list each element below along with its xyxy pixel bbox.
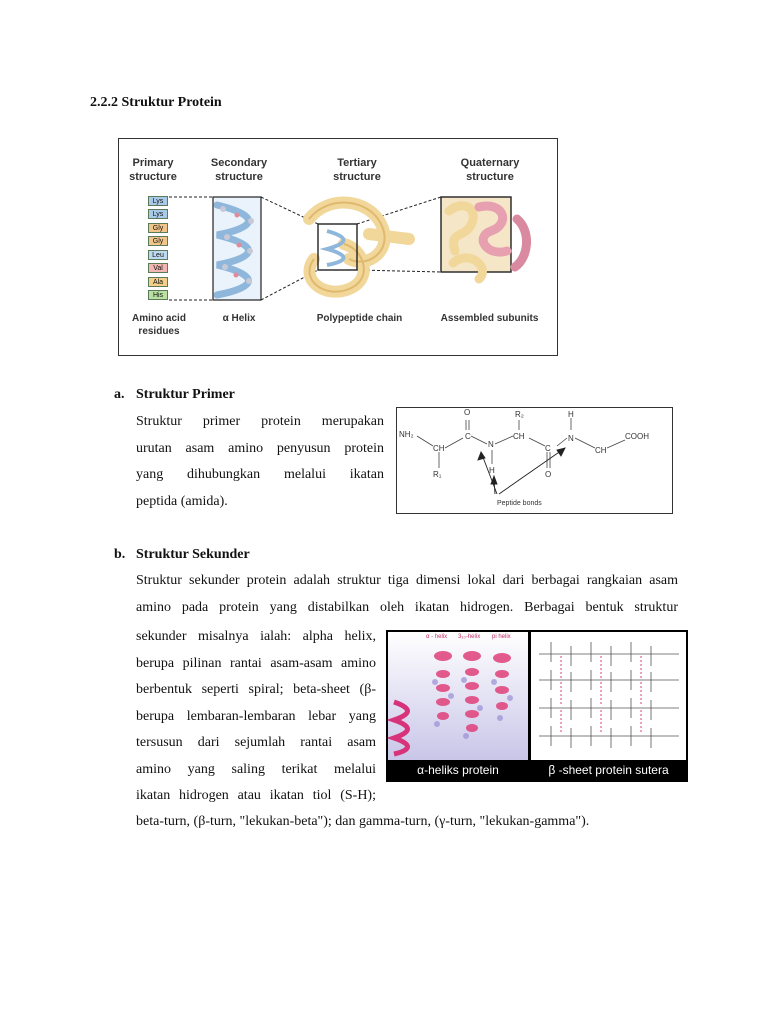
text-line: Struktur primer protein merupakan: [136, 414, 384, 429]
section-b-paragraph-full: [136, 568, 678, 621]
secondary-structure-title: Secondary structure: [210, 157, 268, 183]
primary-structure-title: Primary structure: [129, 157, 177, 183]
text-line: yang dihubungkan melalui ikatan: [136, 467, 384, 482]
alpha-helix-label: α - helix: [426, 634, 448, 640]
text-line: urutan asam amino penyusun protein: [136, 440, 384, 456]
beta-sheet-caption: β -sheet protein sutera: [548, 763, 669, 777]
peptide-bond-figure: [396, 407, 673, 514]
alpha-helix-panel: [388, 632, 528, 760]
text-line: amino yang saling terikat melalui: [136, 761, 376, 777]
ch-label: CH: [433, 444, 445, 453]
cooh-label: COOH: [625, 432, 649, 441]
beta-sheet-illustration: [531, 632, 686, 760]
secondary-structure-caption: α Helix: [222, 313, 256, 324]
section-heading: 2.2.2 Struktur Protein: [90, 95, 222, 110]
section-a-heading: Struktur Primer: [136, 387, 235, 402]
section-b-last-line: beta-turn, (β-turn, "lekukan-beta"); dan gamma-turn, (γ-turn, "lekukan-gamma").: [136, 814, 590, 829]
alpha-helix-caption: α-heliks protein: [417, 763, 499, 777]
tertiary-structure-title: Tertiary structure: [333, 157, 381, 183]
oxygen-label: O: [464, 408, 471, 417]
amino-acid-residue: Ala: [148, 277, 168, 287]
three-ten-helix-label: 3₁₀-helix: [458, 634, 481, 640]
section-b-paragraph-narrow: [136, 624, 376, 810]
alpha-helix-illustration: [388, 632, 528, 760]
text-line: ikatan hidrogen atau ikatan tiol (S-H);: [136, 788, 376, 803]
amino-acid-residue: Val: [148, 263, 168, 273]
amino-acid-residue: His: [148, 290, 168, 300]
primary-structure-caption: Amino acid residues: [132, 313, 186, 337]
ch-label: CH: [513, 432, 525, 441]
hydrogen-label: H: [568, 410, 574, 419]
oxygen-label: O: [545, 470, 552, 479]
quaternary-structure-title: Quaternary structure: [460, 157, 520, 183]
text-line: berupa lembaran-lembaran lebar yang: [136, 708, 376, 724]
amino-acid-residue: Gly: [148, 223, 168, 233]
ch-label: CH: [595, 446, 607, 455]
text-line: peptida (amida).: [136, 493, 228, 509]
text-line: sekunder misalnya ialah: alpha helix,: [136, 629, 376, 644]
carbon-label: C: [465, 432, 471, 441]
pi-helix-label: pi helix: [492, 634, 511, 640]
section-b-marker: b.: [114, 547, 126, 562]
text-line: amino pada protein yang distabilkan oleh ikatan hidrogen. Berbagai bentuk struktur: [136, 599, 678, 615]
tertiary-structure-caption: Polypeptide chain: [316, 313, 403, 324]
protein-structure-figure: [118, 138, 558, 356]
text-line: berbentuk seperti spiral; beta-sheet (β-: [136, 682, 376, 697]
amino-acid-residue: Lys: [148, 209, 168, 219]
amino-acid-residue: Leu: [148, 250, 168, 260]
secondary-structure-figure: [386, 630, 688, 782]
text-line: berupa pilinan rantai asam-asam amino: [136, 655, 376, 671]
nitrogen-label: N: [568, 434, 574, 443]
r2-label: R₂: [515, 410, 524, 419]
text-line: Struktur sekunder protein adalah struktur tiga dimensi lokal dari berbagai rangkaian asam: [136, 573, 678, 588]
r1-label: R₁: [433, 470, 442, 479]
amino-acid-residue: Lys: [148, 196, 168, 206]
section-a-paragraph: [136, 409, 384, 515]
nh2-label: NH₂: [399, 430, 414, 439]
hydrogen-label: H: [489, 466, 495, 475]
text-line: tersusun dari sejumlah rantai asam: [136, 735, 376, 750]
section-a-marker: a.: [114, 387, 125, 402]
carbon-label: C: [545, 444, 551, 453]
beta-sheet-panel: [531, 632, 686, 760]
nitrogen-label: N: [488, 440, 494, 449]
quaternary-structure-caption: Assembled subunits: [440, 313, 539, 324]
amino-acid-residue: Gly: [148, 236, 168, 246]
section-b-heading: Struktur Sekunder: [136, 547, 250, 562]
peptide-bonds-caption: Peptide bonds: [497, 500, 542, 507]
peptide-bond-diagram: [397, 408, 671, 512]
